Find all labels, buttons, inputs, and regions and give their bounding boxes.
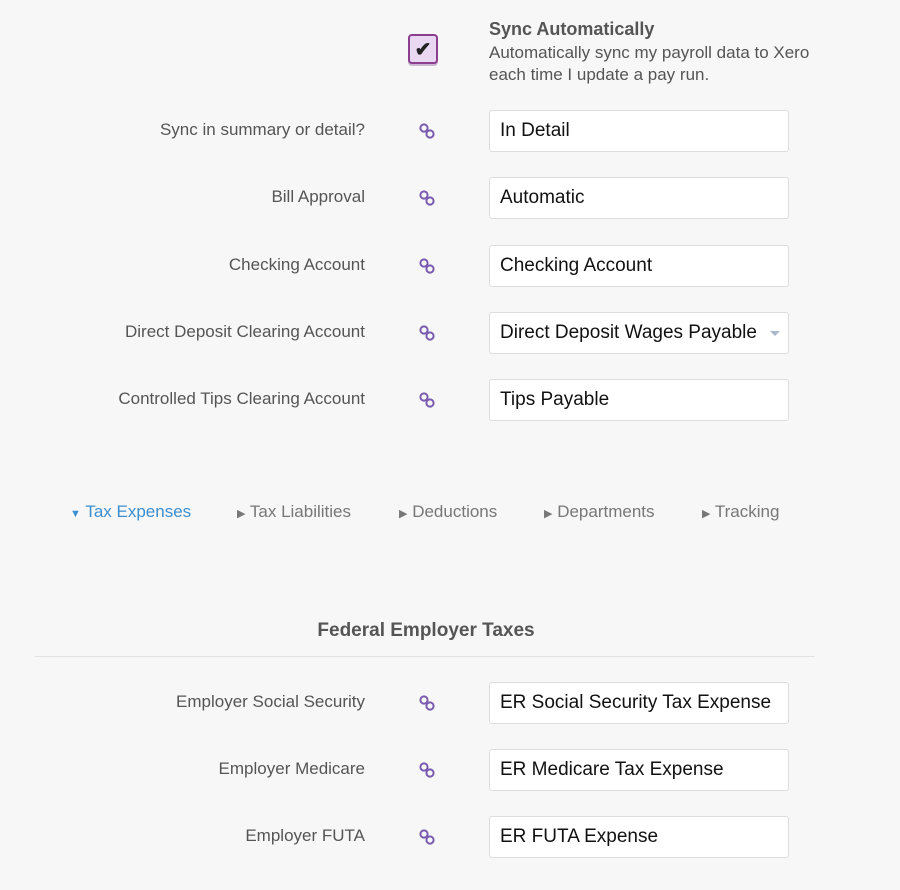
tab-label: Tax Expenses (85, 502, 192, 521)
sync-automatically-checkbox[interactable] (408, 34, 438, 64)
selected-value: Direct Deposit Wages Payable (500, 322, 757, 343)
employer-medicare-select[interactable] (489, 749, 789, 791)
tab-tracking[interactable] (702, 502, 779, 522)
employer-social-security-select[interactable] (489, 682, 789, 724)
tab-departments[interactable] (544, 502, 655, 522)
tab-deductions[interactable] (399, 502, 497, 522)
link-icon[interactable] (418, 324, 436, 342)
controlled-tips-clearing-account-label: Controlled Tips Clearing Account (118, 389, 365, 408)
selected-value: ER FUTA Expense (500, 826, 659, 847)
sync-title: Sync Automatically (489, 19, 655, 39)
caret-right-icon: ▶ (237, 508, 246, 520)
employer-futa-label: Employer FUTA (245, 826, 365, 845)
tab-label: Tax Liabilities (249, 502, 351, 521)
controlled-tips-clearing-account-select[interactable] (489, 379, 789, 421)
employer-medicare-label: Employer Medicare (218, 759, 365, 778)
bill-approval-label: Bill Approval (271, 187, 365, 206)
direct-deposit-clearing-account-label: Direct Deposit Clearing Account (124, 322, 365, 341)
tab-tax-liabilities[interactable] (237, 502, 351, 522)
link-icon[interactable] (418, 761, 436, 779)
selected-value: Checking Account (500, 255, 653, 276)
tab-label: Tracking (714, 502, 780, 521)
selected-value: Automatic (500, 187, 585, 208)
caret-right-icon: ▶ (702, 508, 711, 520)
sync-in-summary-or-detail-label: Sync in summary or detail? (159, 120, 365, 139)
link-icon[interactable] (418, 122, 436, 140)
link-icon[interactable] (418, 694, 436, 712)
caret-right-icon: ▶ (399, 508, 408, 520)
checking-account-label: Checking Account (228, 255, 365, 274)
tab-label: Deductions (412, 502, 498, 521)
link-icon[interactable] (418, 189, 436, 207)
tab-tax-expenses[interactable] (70, 502, 191, 522)
direct-deposit-clearing-account-select[interactable] (489, 312, 789, 354)
checking-account-select[interactable] (489, 245, 789, 287)
link-icon[interactable] (418, 257, 436, 275)
divider (35, 656, 815, 657)
sync-description: Automatically sync my payroll data to Xero each time I update a pay run. (489, 43, 810, 84)
checkmark-icon: ✔ (414, 38, 432, 61)
selected-value: Tips Payable (500, 389, 610, 410)
chevron-down-icon (770, 331, 780, 336)
selected-value: ER Social Security Tax Expense (500, 692, 772, 713)
link-icon[interactable] (418, 391, 436, 409)
section-title: Federal Employer Taxes (317, 620, 535, 641)
bill-approval-select[interactable] (489, 177, 789, 219)
tab-label: Departments (557, 502, 655, 521)
sync-in-summary-or-detail-select[interactable] (489, 110, 789, 152)
link-icon[interactable] (418, 828, 436, 846)
caret-down-icon: ▼ (70, 508, 81, 520)
caret-right-icon: ▶ (544, 508, 553, 520)
selected-value: In Detail (500, 120, 570, 141)
employer-social-security-label: Employer Social Security (176, 692, 365, 711)
employer-futa-select[interactable] (489, 816, 789, 858)
selected-value: ER Medicare Tax Expense (500, 759, 724, 780)
